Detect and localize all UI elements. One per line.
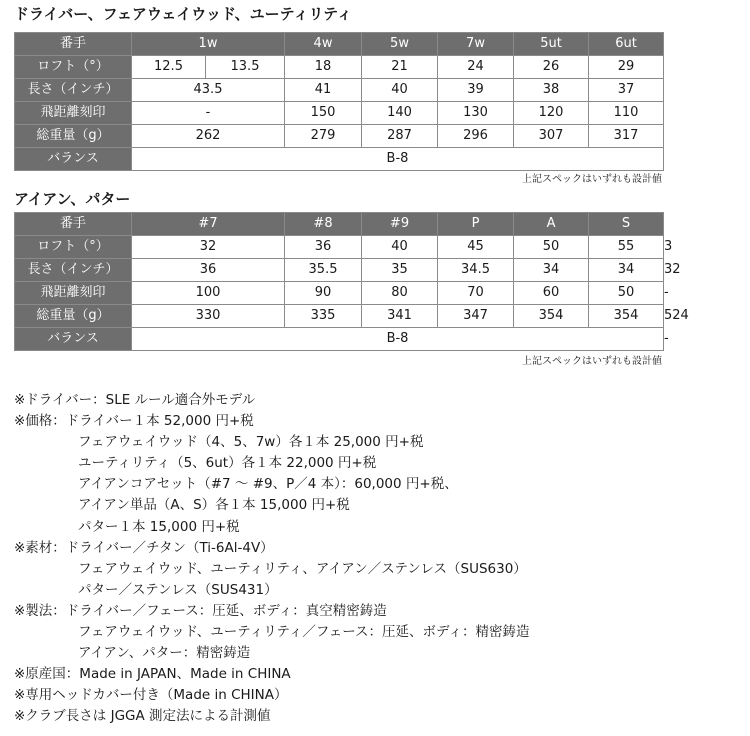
table-cell: 50 xyxy=(514,236,589,259)
table-cell: 43.5 xyxy=(132,79,285,102)
table-cell: 100 xyxy=(132,282,285,305)
table-cell: 55 xyxy=(589,236,664,259)
note-line: ※専用ヘッドカバー付き（Made in CHINA） xyxy=(14,687,288,704)
note-line: アイアン、パター：精密鋳造 xyxy=(78,645,251,662)
note-line: パター／ステンレス（SUS431） xyxy=(78,581,278,598)
table-row: ロフト（°） 32 36 40 45 50 55 3 xyxy=(15,236,664,259)
table-cell: 39 xyxy=(438,79,514,102)
table-cell: 45 xyxy=(438,236,514,259)
table-cell: 34 xyxy=(514,259,589,282)
club-col-header: 5w xyxy=(362,33,438,56)
table-cell: 35.5 xyxy=(285,259,362,282)
table-cell: 90 xyxy=(285,282,362,305)
table-row xyxy=(15,79,664,102)
table-cell: 110 xyxy=(589,102,664,125)
table-cell: B-8 xyxy=(132,148,664,171)
table-cell: 354 xyxy=(589,305,664,328)
club-col-header: #8 xyxy=(285,213,362,236)
table-cell: B-8 xyxy=(132,328,664,351)
table-row xyxy=(15,33,664,56)
table-cell: 37 xyxy=(589,79,664,102)
table-cell: 140 xyxy=(362,102,438,125)
club-col-header: #7 xyxy=(132,213,285,236)
club-col-header: 7w xyxy=(438,33,514,56)
row-header: バランス xyxy=(15,148,132,171)
table-cell: 347 xyxy=(438,305,514,328)
table-cell: 34 xyxy=(589,259,664,282)
note-line: パター１本 15,000 円+税 xyxy=(78,518,240,535)
club-col-header: A xyxy=(514,213,589,236)
table-cell: 70 xyxy=(438,282,514,305)
table-row: 総重量（g） 330 335 341 347 354 354 524 xyxy=(15,305,664,328)
table-row: 長さ（インチ） 36 35.5 35 34.5 34 34 32 xyxy=(15,259,664,282)
club-col-header: 4w xyxy=(285,33,362,56)
table-cell: 120 xyxy=(514,102,589,125)
row-header: ロフト（°） xyxy=(15,56,132,79)
note-line: アイアンコアセット（#7 〜 #9、P／4 本）：60,000 円+税、 xyxy=(78,476,458,493)
table-row: 飛距離刻印 100 90 80 70 60 50 - xyxy=(15,282,664,305)
design-value-note: 上記スペックはいずれも設計値 xyxy=(522,356,662,367)
driver-spec-table xyxy=(14,32,664,171)
table-row xyxy=(15,102,664,125)
row-header: バランス xyxy=(15,328,132,351)
driver-section-title: ドライバー、フェアウェイウッド、ユーティリティ xyxy=(14,5,352,23)
table-cell: 130 xyxy=(438,102,514,125)
table-cell: 13.5 xyxy=(206,56,285,79)
table-row: バランス B-8 - xyxy=(15,328,664,351)
club-col-header: S xyxy=(589,213,664,236)
table-row xyxy=(15,56,664,79)
note-line: ※価格：ドライバー１本 52,000 円+税 xyxy=(14,413,254,430)
table-cell: 18 xyxy=(285,56,362,79)
table-row xyxy=(15,148,664,171)
table-cell: 317 xyxy=(589,125,664,148)
table-cell: 36 xyxy=(132,259,285,282)
table-cell: 330 xyxy=(132,305,285,328)
note-line: アイアン単品（A、S）各１本 15,000 円+税 xyxy=(78,497,350,514)
table-cell: 40 xyxy=(362,236,438,259)
table-cell: 262 xyxy=(132,125,285,148)
row-header: 長さ（インチ） xyxy=(15,79,132,102)
table-cell: 38 xyxy=(514,79,589,102)
row-header: 総重量（g） xyxy=(15,305,132,328)
table-cell: 29 xyxy=(589,56,664,79)
club-col-header: 1w xyxy=(132,33,285,56)
row-header: 飛距離刻印 xyxy=(15,102,132,125)
table-cell: 21 xyxy=(362,56,438,79)
table-cell: 60 xyxy=(514,282,589,305)
table-cell: 279 xyxy=(285,125,362,148)
table-cell: 287 xyxy=(362,125,438,148)
note-line: フェアウェイウッド（4、5、7w）各１本 25,000 円+税 xyxy=(78,434,424,451)
row-header: 番手 xyxy=(15,213,132,236)
club-col-header: #9 xyxy=(362,213,438,236)
spec-notes xyxy=(14,390,529,728)
table-cell: 354 xyxy=(514,305,589,328)
note-line: ユーティリティ（5、6ut）各１本 22,000 円+税 xyxy=(78,455,377,472)
iron-spec-table xyxy=(14,212,689,351)
row-header: 長さ（インチ） xyxy=(15,259,132,282)
table-cell: 41 xyxy=(285,79,362,102)
table-cell: 50 xyxy=(589,282,664,305)
design-value-note: 上記スペックはいずれも設計値 xyxy=(522,174,662,185)
iron-section-title: アイアン、パター xyxy=(14,190,131,208)
table-cell: 40 xyxy=(362,79,438,102)
table-row: 番手 #7 #8 #9 P A S Pt xyxy=(15,213,664,236)
table-cell: 150 xyxy=(285,102,362,125)
table-cell: 24 xyxy=(438,56,514,79)
table-cell: 296 xyxy=(438,125,514,148)
note-line: ※製法：ドライバー／フェース：圧延、ボディ：真空精密鋳造 xyxy=(14,602,387,619)
table-cell: 341 xyxy=(362,305,438,328)
table-cell: 335 xyxy=(285,305,362,328)
table-cell: 307 xyxy=(514,125,589,148)
club-col-header: P xyxy=(438,213,514,236)
row-header: ロフト（°） xyxy=(15,236,132,259)
note-line: ※原産国：Made in JAPAN、Made in CHINA xyxy=(14,666,291,683)
table-row xyxy=(15,125,664,148)
table-cell: 35 xyxy=(362,259,438,282)
club-col-header: 5ut xyxy=(514,33,589,56)
note-line: ※素材：ドライバー／チタン（Ti-6Al-4V） xyxy=(14,539,274,556)
note-line: フェアウェイウッド、ユーティリティ／フェース：圧延、ボディ：精密鋳造 xyxy=(78,624,530,641)
table-cell: 80 xyxy=(362,282,438,305)
row-header: 総重量（g） xyxy=(15,125,132,148)
table-cell: 26 xyxy=(514,56,589,79)
row-header: 番手 xyxy=(15,33,132,56)
club-col-header: 6ut xyxy=(589,33,664,56)
table-cell: 34.5 xyxy=(438,259,514,282)
table-cell: 36 xyxy=(285,236,362,259)
note-line: フェアウェイウッド、ユーティリティ、アイアン／ステンレス（SUS630） xyxy=(78,560,527,577)
table-cell: 32 xyxy=(132,236,285,259)
note-line: ※ドライバー：SLE ルール適合外モデル xyxy=(14,392,256,408)
table-cell: 12.5 xyxy=(132,56,206,79)
table-cell: - xyxy=(132,102,285,125)
row-header: 飛距離刻印 xyxy=(15,282,132,305)
note-line: ※クラブ長さは JGGA 測定法による計測値 xyxy=(14,708,271,725)
